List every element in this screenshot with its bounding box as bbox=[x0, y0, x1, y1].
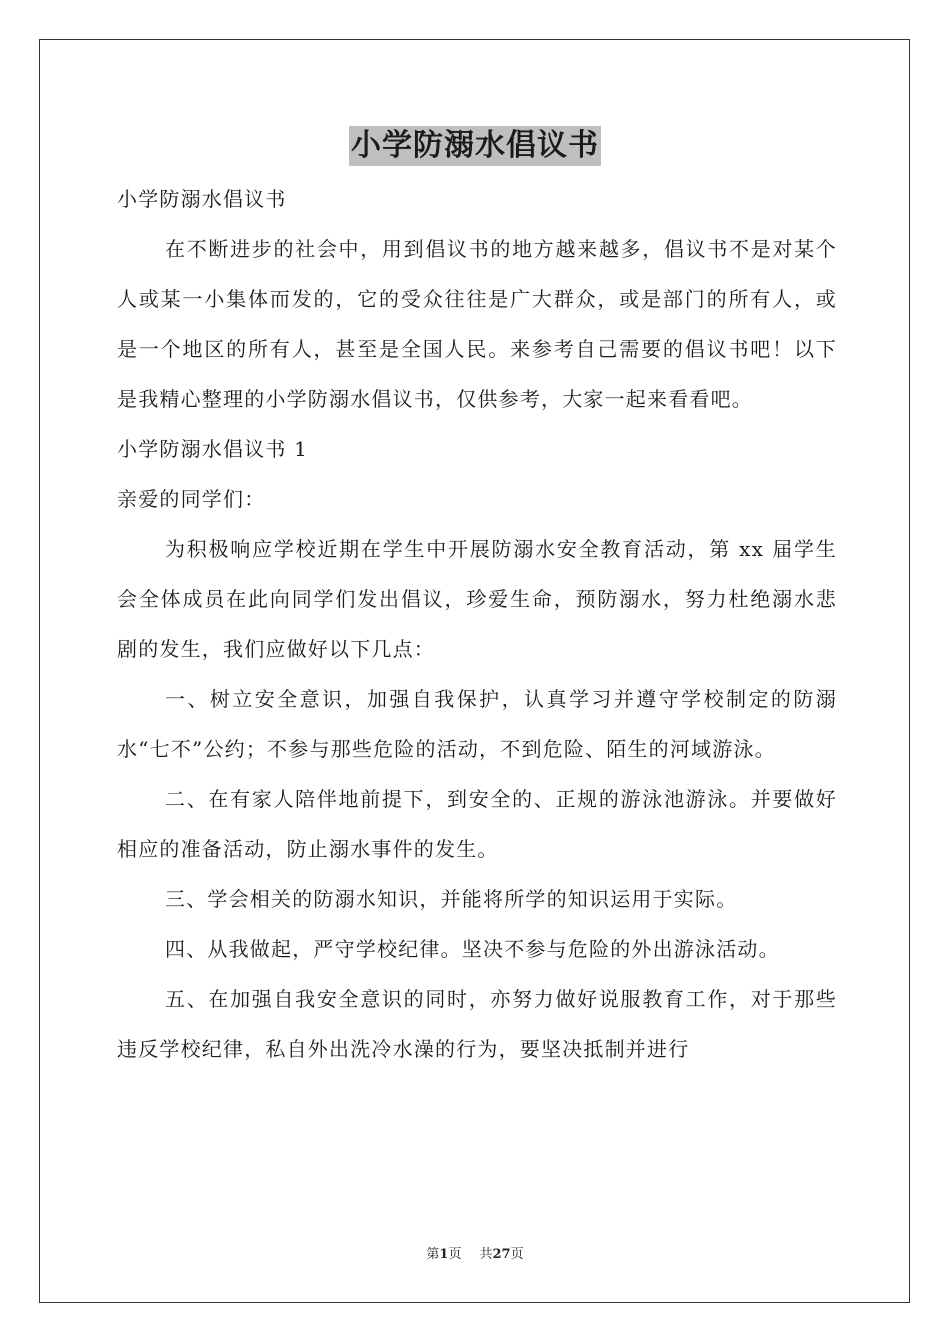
page-prefix: 第 bbox=[426, 1247, 440, 1262]
list-item: 四、从我做起，严守学校纪律。坚决不参与危险的外出游泳活动。 bbox=[165, 937, 780, 961]
paragraph: 在不断进步的社会中，用到倡议书的地方越来越多，倡议书不是对某个人或某一小集体而发的，它的受众往往是广大群众，或是部门的所有人，或是一个地区的所有人，甚至是全国人民。来参考自己需要的倡议书吧！以下是我精心整理的小学防溺水倡议书，仅供参考，大家一起来看看吧。 bbox=[117, 237, 837, 411]
section-heading: 小学防溺水倡议书 1 bbox=[117, 437, 309, 461]
document-body bbox=[117, 174, 837, 1074]
title-container bbox=[0, 126, 950, 166]
salutation: 亲爱的同学们： bbox=[117, 487, 266, 511]
page-suffix: 页 bbox=[448, 1247, 462, 1262]
total-prefix: 共 bbox=[479, 1247, 493, 1262]
list-item: 三、学会相关的防溺水知识，并能将所学的知识运用于实际。 bbox=[165, 887, 738, 911]
paragraph: 为积极响应学校近期在学生中开展防溺水安全教育活动，第 xx 届学生会全体成员在此向同学们发出倡议，珍爱生命，预防溺水，努力杜绝溺水悲剧的发生，我们应做好以下几点： bbox=[117, 537, 837, 661]
list-item: 二、在有家人陪伴地前提下，到安全的、正规的游泳池游泳。并要做好相应的准备活动，防止溺水事件的发生。 bbox=[117, 787, 837, 861]
document-title: 小学防溺水倡议书 bbox=[349, 126, 601, 166]
page-footer bbox=[0, 1246, 950, 1264]
page-number: 1 bbox=[439, 1247, 449, 1262]
total-suffix: 页 bbox=[510, 1247, 524, 1262]
total-pages: 27 bbox=[492, 1247, 511, 1262]
list-item: 五、在加强自我安全意识的同时，亦努力做好说服教育工作，对于那些违反学校纪律，私自外出洗冷水澡的行为，要坚决抵制并进行 bbox=[117, 987, 837, 1061]
list-item: 一、树立安全意识，加强自我保护，认真学习并遵守学校制定的防溺水“七不”公约；不参与那些危险的活动，不到危险、陌生的河域游泳。 bbox=[117, 687, 837, 761]
paragraph: 小学防溺水倡议书 bbox=[117, 187, 287, 211]
